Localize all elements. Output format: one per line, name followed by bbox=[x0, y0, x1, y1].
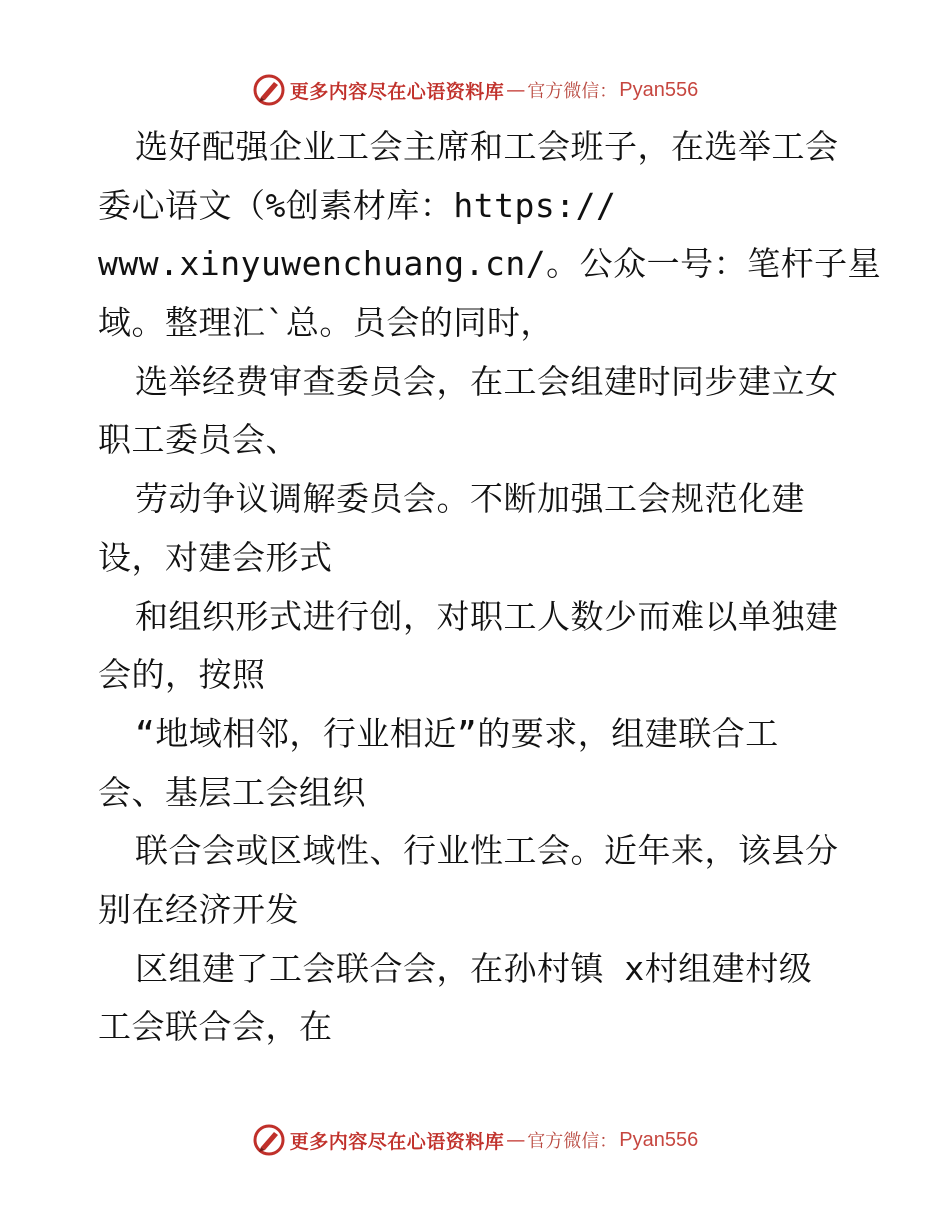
text-line: 工会联合会，在 bbox=[98, 1007, 333, 1047]
header-banner bbox=[0, 70, 950, 110]
text-line: www.xinyuwenchuang.cn/。公众一号：笔杆子星 bbox=[98, 244, 882, 284]
text-line: “地域相邻，行业相近”的要求，组建联合工 bbox=[135, 713, 779, 753]
pen-logo-icon bbox=[252, 73, 286, 107]
text-line: 委心语文（%创素材库：https:// bbox=[98, 185, 617, 225]
banner-contact-label: 官方微信： bbox=[527, 81, 618, 102]
text-line: 域。整理汇`总。员会的同时， bbox=[98, 303, 554, 343]
banner-contact-id: Pyan556 bbox=[619, 78, 699, 101]
text-line: 设，对建会形式 bbox=[98, 537, 333, 577]
text-line: 职工委员会、 bbox=[98, 420, 299, 460]
banner-contact-id: Pyan556 bbox=[619, 1128, 699, 1151]
text-line: 区组建了工会联合会，在孙村镇 x村组建村级 bbox=[135, 948, 813, 988]
text-line: 和组织形式进行创，对职工人数少而难以单独建 bbox=[135, 596, 839, 636]
text-line: 选举经费审查委员会，在工会组建时同步建立女 bbox=[135, 361, 839, 401]
text-line: 选好配强企业工会主席和工会班子，在选举工会 bbox=[135, 127, 839, 166]
text-line: 会、基层工会组织 bbox=[98, 772, 366, 812]
footer-banner bbox=[0, 1120, 950, 1160]
pen-logo-icon bbox=[252, 1123, 286, 1157]
banner-separator: — bbox=[506, 79, 526, 101]
document-body bbox=[98, 118, 882, 1057]
text-line: 别在经济开发 bbox=[98, 889, 299, 929]
banner-title: 更多内容尽在心语资料库 bbox=[289, 1130, 505, 1153]
text-line: 会的，按照 bbox=[98, 655, 266, 695]
banner-separator: — bbox=[506, 1129, 526, 1151]
text-line: 联合会或区域性、行业性工会。近年来，该县分 bbox=[135, 831, 839, 871]
banner-contact-label: 官方微信： bbox=[527, 1131, 618, 1152]
text-line: 劳动争议调解委员会。不断加强工会规范化建 bbox=[135, 479, 805, 519]
banner-title: 更多内容尽在心语资料库 bbox=[289, 80, 505, 103]
